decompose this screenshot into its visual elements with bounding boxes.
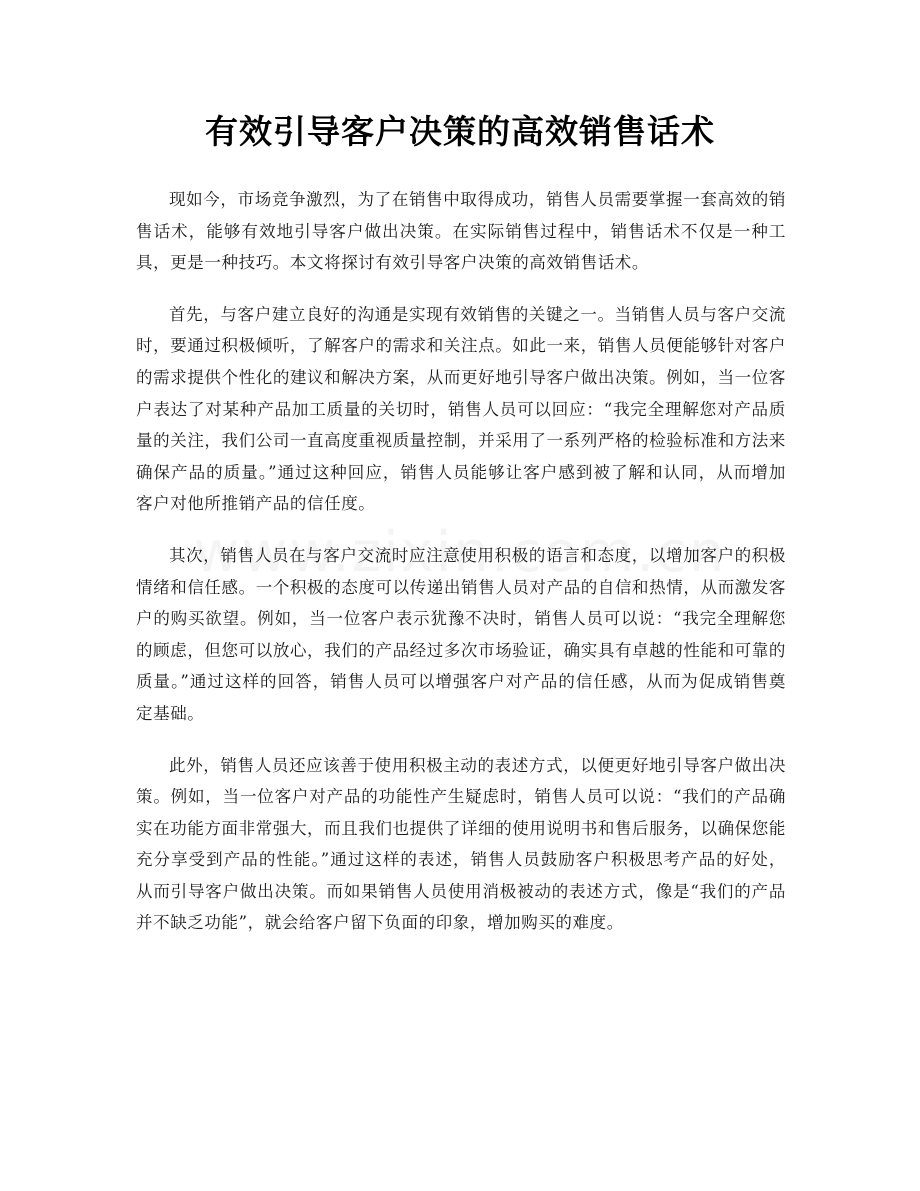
- document-title: 有效引导客户决策的高效销售话术: [205, 112, 715, 151]
- paragraph-second: 其次，销售人员在与客户交流时应注意使用积极的语言和态度，以增加客户的积极情绪和信任感。一个积极的态度可以传递出销售人员对产品的自信和热情，从而激发客户的购买欲望。例如，当一位客户表示犹豫不决时，销售人员可以说：“我完全理解您的顾虑，但您可以放心，我们的产品经过多次市场验证，确实具有卓越的性能和可靠的质量。”通过这样的回答，销售人员可以增强客户对产品的信任感，从而为促成销售奠定基础。: [136, 545, 786, 723]
- paragraph-first: 首先，与客户建立良好的沟通是实现有效销售的关键之一。当销售人员与客户交流时，要通过积极倾听，了解客户的需求和关注点。如此一来，销售人员便能够针对客户的需求提供个性化的建议和解决方案，从而更好地引导客户做出决策。例如，当一位客户表达了对某种产品加工质量的关切时，销售人员可以回应：“我完全理解您对产品质量的关注，我们公司一直高度重视质量控制，并采用了一系列严格的检验标准和方法来确保产品的质量。”通过这种回应，销售人员能够让客户感到被了解和认同，从而增加客户对他所推销产品的信任度。: [136, 304, 786, 514]
- document-body: [136, 184, 786, 959]
- paragraph-intro: 现如今，市场竞争激烈，为了在销售中取得成功，销售人员需要掌握一套高效的销售话术，能够有效地引导客户做出决策。在实际销售过程中，销售话术不仅是一种工具，更是一种技巧。本文将探讨有效引导客户决策的高效销售话术。: [136, 190, 786, 273]
- paragraph-third: 此外，销售人员还应该善于使用积极主动的表述方式，以便更好地引导客户做出决策。例如，当一位客户对产品的功能性产生疑虑时，销售人员可以说：“我们的产品确实在功能方面非常强大，而且我们也提供了详细的使用说明书和售后服务，以确保您能充分享受到产品的性能。”通过这样的表述，销售人员鼓励客户积极思考产品的好处，从而引导客户做出决策。而如果销售人员使用消极被动的表述方式，像是“我们的产品并不缺乏功能”，就会给客户留下负面的印象，增加购买的难度。: [136, 755, 786, 933]
